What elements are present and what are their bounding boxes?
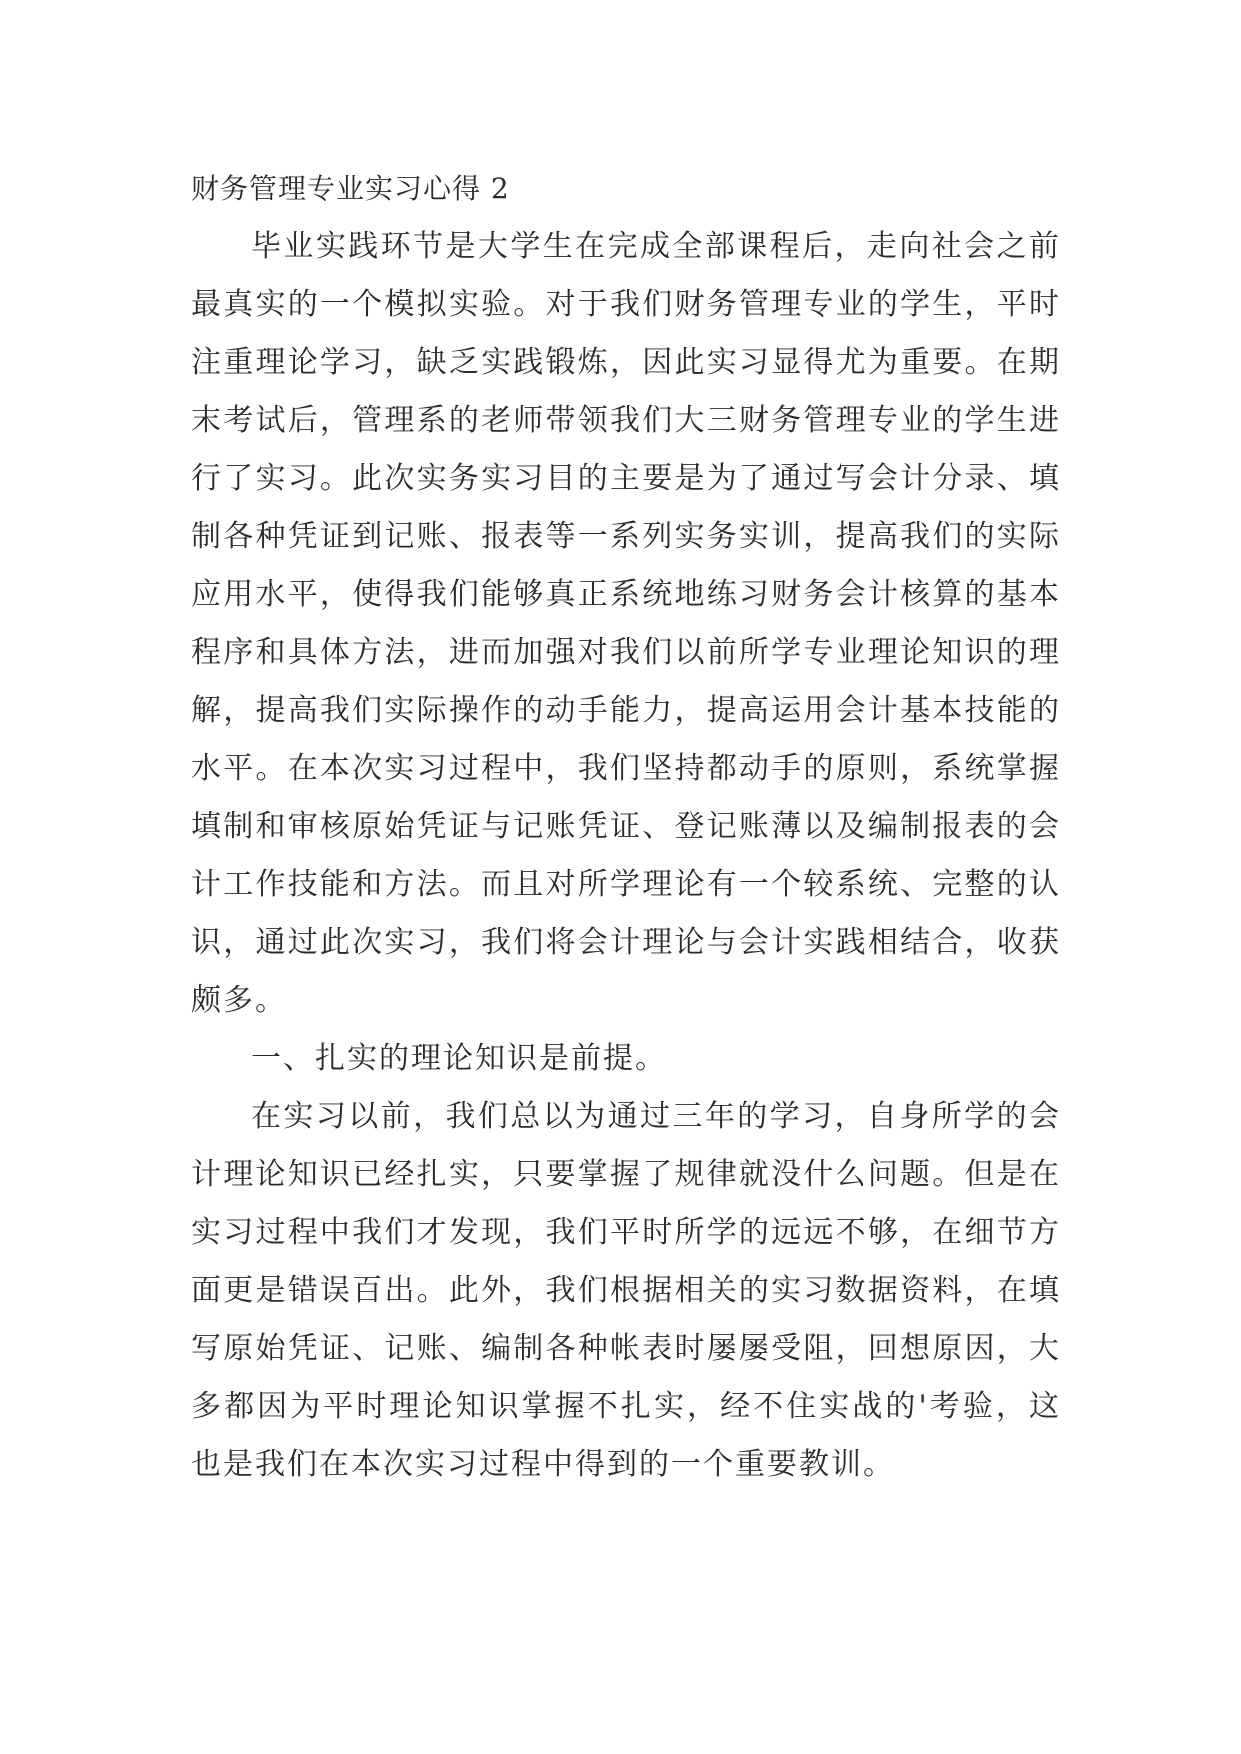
document-title: 财务管理专业实习心得 2: [191, 172, 510, 205]
paragraph-section-1: 在实习以前，我们总以为通过三年的学习，自身所学的会计理论知识已经扎实，只要掌握了规律就没什么问题。但是在实习过程中我们才发现，我们平时所学的远远不够，在细节方面更是错误百出。此外，我们根据相关的实习数据资料，在填写原始凭证、记账、编制各种帐表时屡屡受阻，回想原因，大多都因为平时理论知识掌握不扎实，经不住实战的'考验，这也是我们在本次实习过程中得到的一个重要教训。: [191, 1099, 1061, 1482]
paragraph-intro: 毕业实践环节是大学生在完成全部课程后，走向社会之前最真实的一个模拟实验。对于我们财务管理专业的学生，平时注重理论学习，缺乏实践锻炼，因此实习显得尤为重要。在期末考试后，管理系的老师带领我们大三财务管理专业的学生进行了实习。此次实务实习目的主要是为了通过写会计分录、填制各种凭证到记账、报表等一系列实务实训，提高我们的实际应用水平，使得我们能够真正系统地练习财务会计核算的基本程序和具体方法，进而加强对我们以前所学专业理论知识的理解，提高我们实际操作的动手能力，提高运用会计基本技能的水平。在本次实习过程中，我们坚持都动手的原则，系统掌握填制和审核原始凭证与记账凭证、登记账薄以及编制报表的会计工作技能和方法。而且对所学理论有一个较系统、完整的认识，通过此次实习，我们将会计理论与会计实践相结合，收获颇多。: [191, 229, 1061, 1018]
section-heading-1: 一、扎实的理论知识是前提。: [251, 1041, 667, 1076]
document-body: [191, 160, 1061, 1494]
